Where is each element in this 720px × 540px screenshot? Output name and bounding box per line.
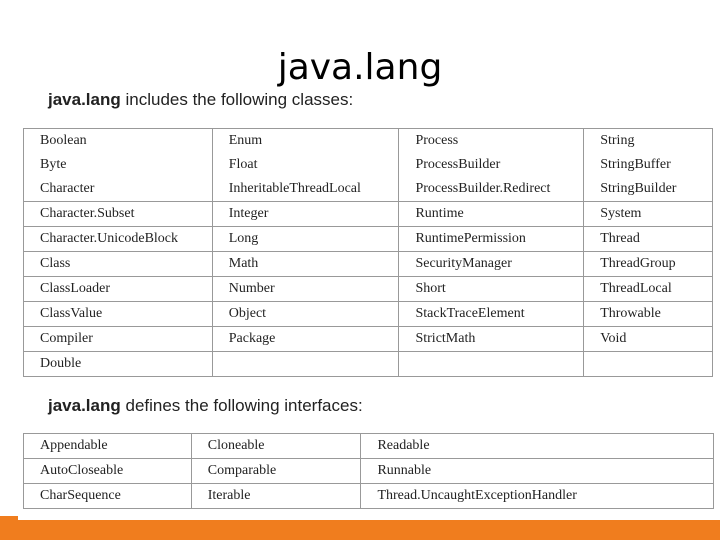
table-row <box>24 484 714 509</box>
table-cell: CharSequence <box>24 484 192 509</box>
table-cell: Class <box>24 252 213 277</box>
table-cell: Cloneable <box>191 434 361 459</box>
classes-intro-text: includes the following classes: <box>120 90 354 109</box>
table-row <box>24 434 714 459</box>
table-cell: Character <box>24 177 213 202</box>
table-cell: ProcessBuilder.Redirect <box>399 177 584 202</box>
interfaces-intro-package: java.lang <box>48 396 121 415</box>
table-row <box>24 202 713 227</box>
table-cell: Short <box>399 277 584 302</box>
table-cell: ThreadGroup <box>584 252 713 277</box>
table-cell: Number <box>212 277 399 302</box>
table-cell <box>399 352 584 377</box>
table-row <box>24 227 713 252</box>
classes-intro <box>48 90 353 110</box>
table-cell: SecurityManager <box>399 252 584 277</box>
table-cell: Object <box>212 302 399 327</box>
table-row <box>24 177 713 202</box>
table-cell: Thread.UncaughtExceptionHandler <box>361 484 714 509</box>
table-cell: ThreadLocal <box>584 277 713 302</box>
table-row <box>24 459 714 484</box>
table-cell: Runnable <box>361 459 714 484</box>
table-cell: StringBuilder <box>584 177 713 202</box>
table-cell: Boolean <box>24 129 213 154</box>
table-cell: Iterable <box>191 484 361 509</box>
table-cell: RuntimePermission <box>399 227 584 252</box>
table-row <box>24 302 713 327</box>
table-cell: Compiler <box>24 327 213 352</box>
table-cell: Character.Subset <box>24 202 213 227</box>
slide-title: java.lang <box>277 47 443 88</box>
table-cell: Enum <box>212 129 399 154</box>
table-cell: Thread <box>584 227 713 252</box>
table-cell: Float <box>212 153 399 177</box>
table-cell: Void <box>584 327 713 352</box>
table-cell: Appendable <box>24 434 192 459</box>
interfaces-table <box>23 433 714 509</box>
table-cell <box>212 352 399 377</box>
table-cell: StackTraceElement <box>399 302 584 327</box>
table-cell: AutoCloseable <box>24 459 192 484</box>
table-cell: Runtime <box>399 202 584 227</box>
table-row <box>24 252 713 277</box>
table-cell: System <box>584 202 713 227</box>
table-cell: StrictMath <box>399 327 584 352</box>
table-cell: String <box>584 129 713 154</box>
table-cell: ClassLoader <box>24 277 213 302</box>
classes-intro-package: java.lang <box>48 90 121 109</box>
table-row <box>24 129 713 154</box>
table-cell: ProcessBuilder <box>399 153 584 177</box>
table-cell: Package <box>212 327 399 352</box>
table-cell: Math <box>212 252 399 277</box>
table-row <box>24 352 713 377</box>
classes-table <box>23 128 713 377</box>
table-cell: Byte <box>24 153 213 177</box>
table-cell <box>584 352 713 377</box>
table-cell: Double <box>24 352 213 377</box>
table-cell: Comparable <box>191 459 361 484</box>
interfaces-intro <box>48 396 363 416</box>
table-row <box>24 327 713 352</box>
table-cell: StringBuffer <box>584 153 713 177</box>
table-cell: Integer <box>212 202 399 227</box>
table-cell: Process <box>399 129 584 154</box>
table-cell: ClassValue <box>24 302 213 327</box>
table-row <box>24 153 713 177</box>
table-cell: Character.UnicodeBlock <box>24 227 213 252</box>
table-cell: Readable <box>361 434 714 459</box>
table-cell: Long <box>212 227 399 252</box>
interfaces-intro-text: defines the following interfaces: <box>120 396 363 415</box>
table-row <box>24 277 713 302</box>
footer-accent-bar <box>0 520 720 540</box>
table-cell: Throwable <box>584 302 713 327</box>
table-cell: InheritableThreadLocal <box>212 177 399 202</box>
